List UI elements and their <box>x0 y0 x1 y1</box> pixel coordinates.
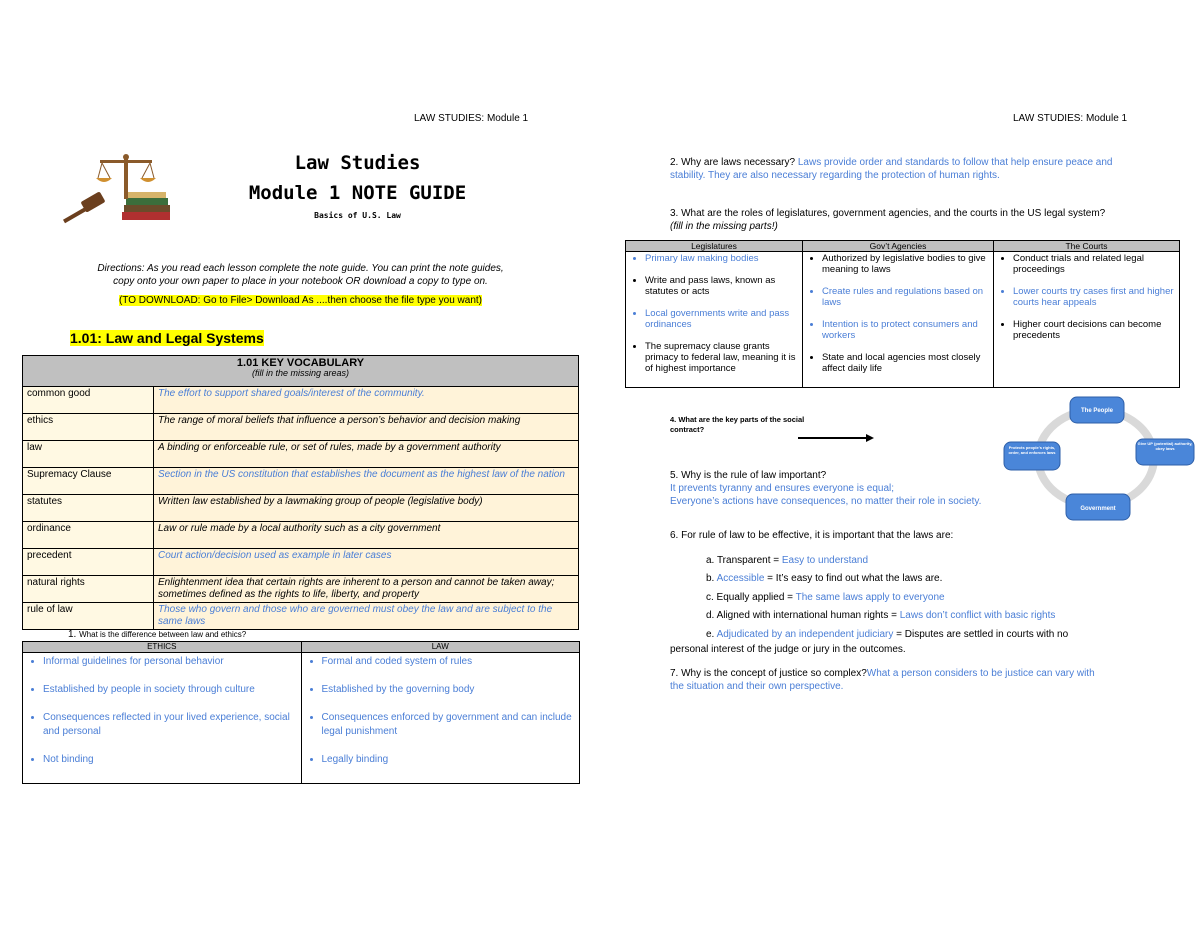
arrow-right-icon <box>796 432 876 444</box>
vocab-term: precedent <box>23 549 154 576</box>
cycle-left-label: Protects people's rights, order, and enforces laws <box>1008 445 1056 455</box>
law-list <box>306 655 576 767</box>
agencies-list <box>806 253 990 374</box>
page-header: LAW STUDIES: Module 1 <box>1013 113 1128 124</box>
question-5: 5. Why is the rule of law important? It prevents tyranny and ensures everyone is equal; Everyone’s actions have consequences, no matter their role in society. <box>670 470 982 507</box>
vocab-row <box>23 522 579 549</box>
vocab-row <box>23 387 579 414</box>
vocab-term: statutes <box>23 495 154 522</box>
vocabulary-table-header: 1.01 KEY VOCABULARY (fill in the missing areas) <box>23 356 579 387</box>
question-7: 7. Why is the concept of justice so complex?What a person considers to be justice can vary with the situation and their own perspective. <box>670 668 1095 692</box>
list-item: • Not binding <box>43 753 297 767</box>
cycle-right-label: Give UP (potential) authority, obey laws <box>1137 441 1193 451</box>
subtitle: Basics of U.S. Law <box>314 211 401 220</box>
courts-list <box>997 253 1176 341</box>
vocab-term: Supremacy Clause <box>23 468 154 495</box>
vocab-term: ordinance <box>23 522 154 549</box>
vocab-row <box>23 549 579 576</box>
cycle-people-label: The People <box>1080 408 1114 414</box>
section-title: 1.01: Law and Legal Systems <box>70 330 264 346</box>
legislatures-header: Legislatures <box>626 241 803 252</box>
ethics-list <box>27 655 297 767</box>
list-item: • The supremacy clause grants primacy to federal law, meaning it is of highest importance <box>645 341 799 374</box>
list-item: • Authorized by legislative bodies to give meaning to laws <box>822 253 990 275</box>
question-6c: c. Equally applied = The same laws apply to everyone <box>706 592 945 603</box>
download-instructions: (TO DOWNLOAD: Go to File> Download As ....then choose the file type you want) <box>118 295 483 306</box>
list-item: • Legally binding <box>322 753 576 767</box>
agencies-header: Gov’t Agencies <box>803 241 994 252</box>
roles-table <box>625 240 1180 388</box>
vocab-row <box>23 441 579 468</box>
ethics-header: ETHICS <box>23 642 302 653</box>
list-item: • Lower courts try cases first and higher courts hear appeals <box>1013 286 1176 308</box>
vocab-term: rule of law <box>23 603 154 630</box>
title-line-2: Module 1 NOTE GUIDE <box>248 182 467 204</box>
scales-of-justice-logo <box>60 150 172 230</box>
question-6: 6. For rule of law to be effective, it is important that the laws are: <box>670 530 954 541</box>
vocab-definition: The effort to support shared goals/interest of the community. <box>154 387 579 414</box>
vocab-row <box>23 414 579 441</box>
vocab-term: natural rights <box>23 576 154 603</box>
vocab-row <box>23 495 579 522</box>
vocab-row <box>23 603 579 630</box>
list-item: • Consequences reflected in your lived experience, social and personal <box>43 711 297 739</box>
list-item: • Conduct trials and related legal proceedings <box>1013 253 1176 275</box>
page-header: LAW STUDIES: Module 1 <box>414 113 529 124</box>
vocab-term: common good <box>23 387 154 414</box>
list-item: • Primary law making bodies <box>645 253 799 264</box>
courts-header: The Courts <box>994 241 1180 252</box>
vocab-definition: The range of moral beliefs that influence a person’s behavior and decision making <box>154 414 579 441</box>
question-6d: d. Aligned with international human rights = Laws don’t conflict with basic rights <box>706 610 1056 621</box>
list-item: • Established by the governing body <box>322 683 576 697</box>
cycle-government-label: Government <box>1080 506 1116 512</box>
vocab-row <box>23 468 579 495</box>
question-6b: b. Accessible = It’s easy to find out what the laws are. <box>706 573 943 584</box>
title-line-1: Law Studies <box>294 152 421 174</box>
question-3: 3. What are the roles of legislatures, government agencies, and the courts in the US legal system? (fill in the missing parts!) <box>670 208 1106 232</box>
ethics-vs-law-table <box>22 641 580 784</box>
list-item: • Informal guidelines for personal behavior <box>43 655 297 669</box>
vocab-definition: A binding or enforceable rule, or set of rules, made by a government authority <box>154 441 579 468</box>
list-item: • Create rules and regulations based on laws <box>822 286 990 308</box>
question-2: 2. Why are laws necessary? Laws provide order and standards to follow that help ensure peace and stability. They are also necessary regarding the protection of human rights. <box>670 157 1113 181</box>
vocab-definition: Court action/decision used as example in later cases <box>154 549 579 576</box>
list-item: • Intention is to protect consumers and workers <box>822 319 990 341</box>
vocabulary-table <box>22 355 579 630</box>
vocab-definition: Section in the US constitution that establishes the document as the highest law of the nation <box>154 468 579 495</box>
vocab-definition: Written law established by a lawmaking group of people (legislative body) <box>154 495 579 522</box>
vocab-definition: Enlightenment idea that certain rights are inherent to a person and cannot be taken away; sometimes defined as the rights to life, liberty, and property <box>154 576 579 603</box>
list-item: • Higher court decisions can become precedents <box>1013 319 1176 341</box>
question-1: 1. What is the difference between law and ethics? <box>68 629 247 640</box>
vocab-definition: Law or rule made by a local authority such as a city government <box>154 522 579 549</box>
question-6a: a. Transparent = Easy to understand <box>706 555 869 566</box>
directions: Directions: As you read each lesson complete the note guide. You can print the note guides, copy onto your own paper to place in your notebook OR download a copy to type on. <box>97 263 504 287</box>
law-header: LAW <box>301 642 580 653</box>
vocab-term: law <box>23 441 154 468</box>
list-item: • Consequences enforced by government and can include legal punishment <box>322 711 576 739</box>
question-6e-continued: personal interest of the judge or jury in the outcomes. <box>670 644 906 655</box>
vocab-row <box>23 576 579 603</box>
legislatures-list <box>629 253 799 374</box>
vocab-term: ethics <box>23 414 154 441</box>
list-item: • Formal and coded system of rules <box>322 655 576 669</box>
question-4: 4. What are the key parts of the social contract? <box>670 415 805 434</box>
vocab-definition: Those who govern and those who are governed must obey the law and are subject to the same laws <box>154 603 579 630</box>
list-item: • State and local agencies most closely affect daily life <box>822 352 990 374</box>
question-6e: e. Adjudicated by an independent judiciary = Disputes are settled in courts with no <box>706 629 1069 640</box>
list-item: • Established by people in society through culture <box>43 683 297 697</box>
list-item: • Local governments write and pass ordinances <box>645 308 799 330</box>
list-item: • Write and pass laws, known as statutes or acts <box>645 275 799 297</box>
